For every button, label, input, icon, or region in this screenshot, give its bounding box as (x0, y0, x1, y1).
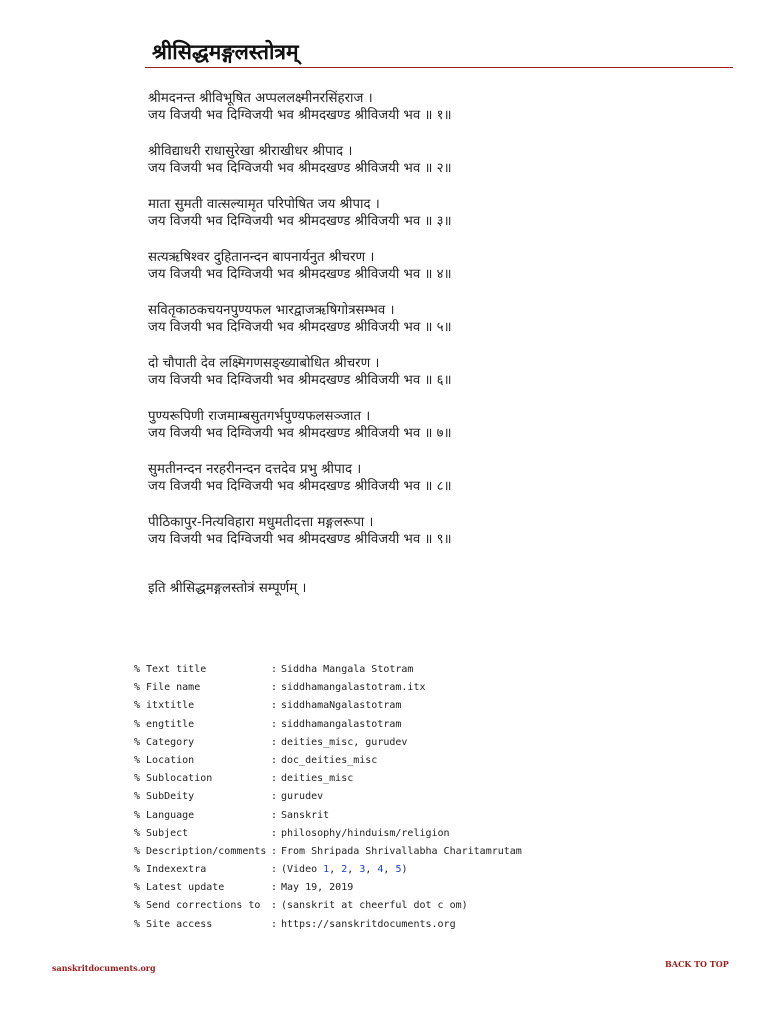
link-separator: , (329, 864, 342, 876)
metadata-row (134, 737, 522, 755)
metadata-row (134, 810, 522, 828)
metadata-separator: : (271, 864, 278, 876)
metadata-separator: : (271, 918, 278, 930)
metadata-key: % Description/comments (134, 845, 267, 857)
verse-7 (148, 408, 718, 442)
metadata-separator: : (271, 827, 278, 839)
metadata-value: (sanskrit at cheerful dot c om) (281, 900, 468, 912)
verse-line: सत्यऋषिश्वर दुहितानन्दन बापनार्यनुत श्रीचरण । (148, 250, 375, 265)
metadata-value: https://sanskritdocuments.org (281, 918, 456, 930)
verse-refrain: जय विजयी भव दिग्विजयी भव श्रीमदखण्ड श्रीविजयी भव ॥ ९॥ (148, 532, 452, 547)
metadata-value: deities_misc, gurudev (281, 736, 408, 748)
verse-line: दो चौपाती देव लक्ष्मिगणसङ्ख्याबोधित श्रीचरण । (148, 356, 380, 371)
back-to-top-link[interactable]: BACK TO TOP (665, 959, 729, 969)
metadata-separator: : (271, 718, 278, 730)
verse-9 (148, 514, 718, 548)
metadata-separator: : (271, 754, 278, 766)
metadata-value-indexextra (281, 864, 408, 882)
verse-refrain: जय विजयी भव दिग्विजयी भव श्रीमदखण्ड श्रीविजयी भव ॥ ५॥ (148, 320, 452, 335)
verse-line: पीठिकापुर-नित्यविहारा मधुमतीदत्ता मङ्गलरूपा । (148, 515, 374, 530)
metadata-row (134, 682, 522, 700)
verse-line: श्रीमदनन्त श्रीविभूषित अप्पललक्ष्मीनरसिंहराज । (148, 91, 373, 106)
metadata-value: doc_deities_misc (281, 754, 378, 766)
metadata-key: % Category (134, 736, 195, 748)
page-title: श्रीसिद्धमङ्गलस्तोत्रम् (152, 40, 299, 64)
metadata-block (134, 664, 522, 937)
metadata-key: % SubDeity (134, 791, 195, 803)
metadata-key: % Text title (134, 664, 207, 675)
metadata-value: siddhamangalastotram (281, 718, 402, 730)
metadata-key: % Latest update (134, 882, 225, 894)
metadata-key: % engtitle (134, 718, 195, 730)
metadata-row-indexextra (134, 864, 522, 882)
metadata-value: siddhamaNgalastotram (281, 700, 402, 712)
link-separator: , (347, 864, 360, 876)
metadata-key: % Sublocation (134, 773, 213, 785)
metadata-key: % Language (134, 809, 195, 821)
metadata-value: Siddha Mangala Stotram (281, 664, 414, 675)
metadata-row (134, 755, 522, 773)
metadata-separator: : (271, 682, 278, 694)
metadata-key: % Site access (134, 918, 213, 930)
verse-line: श्रीविद्याधरी राधासुरेखा श्रीराखीधर श्रीपाद । (148, 144, 353, 159)
verse-list (148, 90, 718, 567)
verse-line: पुण्यरूपिणी राजमाम्बसुतगर्भपुण्यफलसञ्जात । (148, 409, 371, 424)
metadata-separator: : (271, 736, 278, 748)
metadata-separator: : (271, 773, 278, 785)
verse-line: सवितृकाठकचयनपुण्यफल भारद्वाजऋषिगोत्रसम्भव । (148, 303, 395, 318)
metadata-key: % File name (134, 682, 201, 694)
verse-4 (148, 249, 718, 283)
metadata-row (134, 791, 522, 809)
metadata-value: deities_misc (281, 773, 354, 785)
title-divider (145, 67, 733, 68)
metadata-separator: : (271, 809, 278, 821)
verse-refrain: जय विजयी भव दिग्विजयी भव श्रीमदखण्ड श्रीविजयी भव ॥ ८॥ (148, 479, 452, 494)
video-link-3[interactable]: 3 (359, 864, 366, 876)
verse-2 (148, 143, 718, 177)
link-separator: , (383, 864, 396, 876)
metadata-value: philosophy/hinduism/religion (281, 827, 450, 839)
metadata-row (134, 900, 522, 918)
site-footer-label: sanskritdocuments.org (52, 963, 156, 973)
metadata-row (134, 664, 522, 682)
indexextra-prefix: (Video (281, 864, 324, 876)
metadata-row (134, 700, 522, 718)
video-link-1[interactable]: 1 (323, 864, 330, 876)
verse-line: सुमतीनन्दन नरहरीनन्दन दत्तदेव प्रभु श्रीपाद । (148, 462, 362, 477)
metadata-separator: : (271, 664, 278, 675)
verse-refrain: जय विजयी भव दिग्विजयी भव श्रीमदखण्ड श्रीविजयी भव ॥ ४॥ (148, 267, 452, 282)
metadata-row (134, 846, 522, 864)
video-link-4[interactable]: 4 (377, 864, 384, 876)
verse-refrain: जय विजयी भव दिग्विजयी भव श्रीमदखण्ड श्रीविजयी भव ॥ ३॥ (148, 214, 452, 229)
metadata-row (134, 882, 522, 900)
verse-line: माता सुमती वात्सल्यामृत परिपोषित जय श्रीपाद । (148, 197, 380, 212)
metadata-separator: : (271, 845, 278, 857)
verse-8 (148, 461, 718, 495)
colophon: इति श्रीसिद्धमङ्गलस्तोत्रं सम्पूर्णम् । (148, 581, 307, 596)
verse-1 (148, 90, 718, 124)
verse-refrain: जय विजयी भव दिग्विजयी भव श्रीमदखण्ड श्रीविजयी भव ॥ २॥ (148, 161, 452, 176)
metadata-row (134, 828, 522, 846)
metadata-value: Sanskrit (281, 809, 330, 821)
verse-refrain: जय विजयी भव दिग्विजयी भव श्रीमदखण्ड श्रीविजयी भव ॥ १॥ (148, 108, 452, 123)
metadata-value: siddhamangalastotram.itx (281, 682, 426, 694)
metadata-key: % Send corrections to (134, 900, 261, 912)
metadata-separator: : (271, 900, 278, 912)
video-link-5[interactable]: 5 (395, 864, 402, 876)
metadata-value: May 19, 2019 (281, 882, 354, 894)
metadata-separator: : (271, 882, 278, 894)
metadata-value: From Shripada Shrivallabha Charitamrutam (281, 845, 522, 857)
video-link-2[interactable]: 2 (341, 864, 348, 876)
metadata-row (134, 719, 522, 737)
verse-refrain: जय विजयी भव दिग्विजयी भव श्रीमदखण्ड श्रीविजयी भव ॥ ७॥ (148, 426, 452, 441)
metadata-key: % Subject (134, 827, 189, 839)
metadata-key: % itxtitle (134, 700, 195, 712)
link-separator: , (365, 864, 378, 876)
verse-6 (148, 355, 718, 389)
metadata-value: gurudev (281, 791, 324, 803)
metadata-key: % Location (134, 754, 195, 766)
metadata-row (134, 773, 522, 791)
verse-5 (148, 302, 718, 336)
verse-refrain: जय विजयी भव दिग्विजयी भव श्रीमदखण्ड श्रीविजयी भव ॥ ६॥ (148, 373, 452, 388)
metadata-row (134, 919, 522, 937)
metadata-key: % Indexextra (134, 864, 207, 876)
verse-3 (148, 196, 718, 230)
metadata-separator: : (271, 791, 278, 803)
indexextra-suffix: ) (401, 864, 408, 876)
metadata-separator: : (271, 700, 278, 712)
